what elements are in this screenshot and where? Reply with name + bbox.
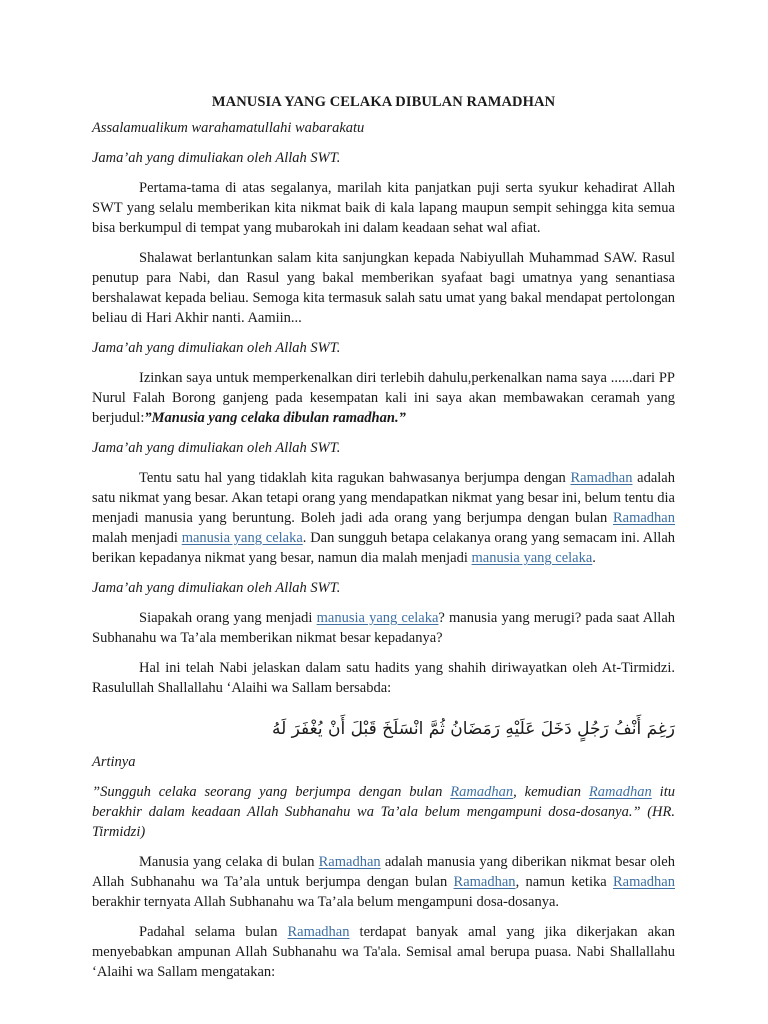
paragraph-6: Hal ini telah Nabi jelaskan dalam satu hadits yang shahih diriwayatkan oleh At-Tirmidzi. Rasulullah Shallallahu ‘Alaihi wa Sallam bersabda: [92,660,675,696]
link-ramadhan[interactable]: Ramadhan [570,470,633,486]
paragraph-8 [92,922,675,982]
paragraph-text: terdapat banyak amal yang jika dikerjakan akan menyebabkan ampunan Allah Subhanahu wa Ta'ala. Semisal amal berupa puasa. Nabi Shallallahu ‘Alaihi wa Sallam mengatakan: [92,924,675,980]
link-ramadhan[interactable]: Ramadhan [588,784,652,800]
paragraph-text: . [592,550,596,566]
link-ramadhan[interactable]: Ramadhan [318,854,381,870]
hadith-translation [92,782,675,842]
link-ramadhan[interactable]: Ramadhan [453,874,516,890]
link-manusia-yang-celaka[interactable]: manusia yang celaka [316,610,439,626]
document-title: MANUSIA YANG CELAKA DIBULAN RAMADHAN [211,94,556,110]
speech-title: ”Manusia yang celaka dibulan ramadhan.” [144,410,406,426]
link-ramadhan[interactable]: Ramadhan [287,924,350,940]
arabic-hadith: رَغِمَ أَنْفُ رَجُلٍ دَخَلَ عَلَيْهِ رَمَضَانُ ثُمَّ انْسَلَخَ قَبْلَ أَنْ يُغْفَرَ لَهُ [271,719,675,739]
quote-text: , kemudian [513,784,589,800]
paragraph-3 [92,368,675,428]
paragraph-text: Izinkan saya untuk memperkenalkan diri terlebih dahulu,perkenalkan nama saya ......dari PP Nurul Falah Borong ganjeng pada kesempatan kali ini saya akan membawakan ceramah yang berjudul: [92,370,675,426]
paragraph-text: Tentu satu hal yang tidaklah kita ragukan bahwasanya berjumpa dengan [139,470,571,486]
link-ramadhan[interactable]: Ramadhan [450,784,514,800]
document-page [92,94,675,992]
paragraph-2: Shalawat berlantunkan salam kita sanjungkan kepada Nabiyullah Muhammad SAW. Rasul penutup para Nabi, dan Rasul yang bakal memberikan syafaat bagi umatnya yang senantiasa bershalawat kepada beliau. Semoga kita termasuk salah satu umat yang bakal mendapat pertolongan beliau di Hari Akhir nanti. Aamiin... [92,250,675,326]
link-ramadhan[interactable]: Ramadhan [612,510,675,526]
paragraph-7 [92,852,675,912]
quote-text: itu berakhir dalam keadaan Allah Subhanahu wa Ta’ala belum mengampuni dosa-dosanya.” (HR. Tirmidzi) [92,784,675,840]
quote-text: ”Sungguh celaka seorang yang berjumpa dengan bulan [92,784,451,800]
paragraph-text: Manusia yang celaka di bulan [139,854,319,870]
paragraph-text: adalah manusia yang diberikan nikmat besar oleh Allah Subhanahu wa Ta’ala untuk berjumpa dengan bulan [92,854,675,890]
greeting: Assalamualikum warahamatullahi wabarakatu [92,120,365,136]
address-line: Jama’ah yang dimuliakan oleh Allah SWT. [92,340,341,356]
paragraph-text: ? manusia yang merugi? pada saat Allah Subhanahu wa Ta’ala memberikan nikmat besar kepadanya? [92,610,676,646]
address-line: Jama’ah yang dimuliakan oleh Allah SWT. [92,440,341,456]
paragraph-1: Pertama-tama di atas segalanya, marilah kita panjatkan puji serta syukur kehadirat Allah SWT yang selalu memberikan kita nikmat baik di kala lapang maupun sempit sehingga kita semua bisa berkumpul di tempat yang mubarokah ini dalam keadaan sehat wal afiat. [92,180,675,236]
address-line: Jama’ah yang dimuliakan oleh Allah SWT. [92,580,341,596]
link-ramadhan[interactable]: Ramadhan [612,874,675,890]
paragraph-text: malah menjadi [92,530,182,546]
paragraph-5 [92,608,675,648]
paragraph-4 [92,468,675,568]
paragraph-text: . Dan sungguh betapa celakanya orang yang semacam ini. Allah berikan kepadanya nikmat yang besar, namun dia malah menjadi [92,530,676,566]
address-line: Jama’ah yang dimuliakan oleh Allah SWT. [92,150,341,166]
paragraph-text: Siapakah orang yang menjadi [139,610,317,626]
artinya-label: Artinya [92,754,136,770]
link-manusia-yang-celaka[interactable]: manusia yang celaka [471,550,593,566]
link-manusia-yang-celaka[interactable]: manusia yang celaka [181,530,303,546]
paragraph-text: Padahal selama bulan [139,924,288,940]
paragraph-text: berakhir ternyata Allah Subhanahu wa Ta’ala belum mengampuni dosa-dosanya. [92,894,560,910]
paragraph-text: adalah satu nikmat yang besar. Akan tetapi orang yang mendapatkan nikmat yang besar ini, belum tentu dia menjadi manusia yang beruntung. Boleh jadi ada orang yang berjumpa dengan bulan [92,470,675,526]
paragraph-text: , namun ketika [515,874,613,890]
